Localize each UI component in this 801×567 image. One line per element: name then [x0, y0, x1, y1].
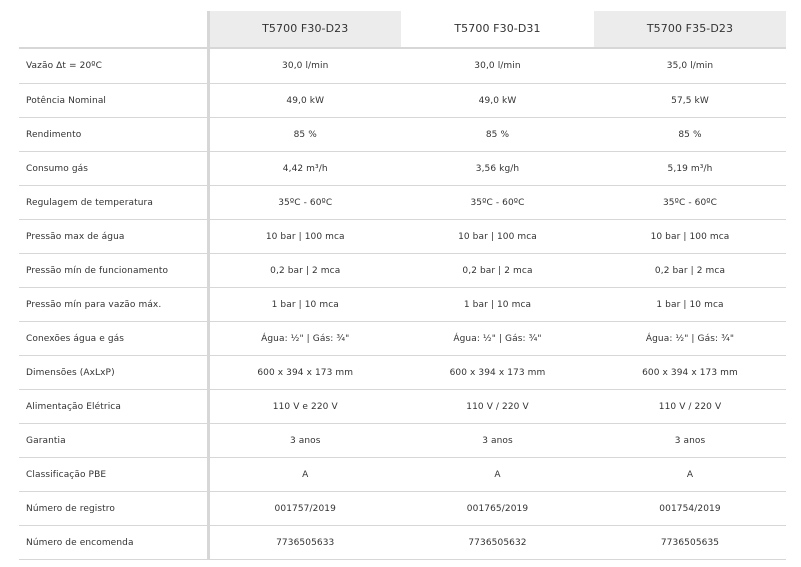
spec-value-model-1: 35ºC - 60ºC — [208, 186, 401, 220]
spec-label: Regulagem de temperatura — [19, 186, 208, 220]
spec-value-model-1: 110 V e 220 V — [208, 390, 401, 424]
spec-label: Pressão max de água — [19, 220, 208, 254]
spec-value-model-3: 600 x 394 x 173 mm — [594, 356, 786, 390]
spec-label: Alimentação Elétrica — [19, 390, 208, 424]
spec-value-model-2: 110 V / 220 V — [401, 390, 594, 424]
table-row — [19, 424, 786, 458]
spec-table-body — [19, 48, 786, 560]
spec-value-model-2: A — [401, 458, 594, 492]
table-row — [19, 492, 786, 526]
table-row — [19, 390, 786, 424]
spec-value-model-2: 10 bar | 100 mca — [401, 220, 594, 254]
spec-label: Pressão mín de funcionamento — [19, 254, 208, 288]
model-header-1: T5700 F30-D23 — [208, 11, 401, 48]
spec-value-model-2: 3 anos — [401, 424, 594, 458]
spec-value-model-2: Água: ½" | Gás: ¾" — [401, 322, 594, 356]
table-row — [19, 356, 786, 390]
table-row — [19, 322, 786, 356]
spec-label: Rendimento — [19, 118, 208, 152]
table-row — [19, 254, 786, 288]
spec-value-model-2: 7736505632 — [401, 526, 594, 560]
spec-value-model-1: A — [208, 458, 401, 492]
spec-value-model-1: 0,2 bar | 2 mca — [208, 254, 401, 288]
spec-comparison-table — [19, 11, 786, 560]
table-header-row — [19, 11, 786, 48]
table-row — [19, 288, 786, 322]
spec-value-model-3: 10 bar | 100 mca — [594, 220, 786, 254]
table-row — [19, 526, 786, 560]
spec-value-model-1: 85 % — [208, 118, 401, 152]
spec-table-container — [19, 11, 786, 560]
spec-value-model-3: 3 anos — [594, 424, 786, 458]
spec-value-model-1: Água: ½" | Gás: ¾" — [208, 322, 401, 356]
spec-label: Dimensões (AxLxP) — [19, 356, 208, 390]
spec-value-model-3: 35ºC - 60ºC — [594, 186, 786, 220]
spec-value-model-1: 001757/2019 — [208, 492, 401, 526]
table-row — [19, 186, 786, 220]
spec-value-model-2: 600 x 394 x 173 mm — [401, 356, 594, 390]
table-row — [19, 152, 786, 186]
model-header-2: T5700 F30-D31 — [401, 11, 594, 48]
spec-label: Classificação PBE — [19, 458, 208, 492]
spec-label: Número de registro — [19, 492, 208, 526]
spec-value-model-1: 3 anos — [208, 424, 401, 458]
spec-value-model-3: 0,2 bar | 2 mca — [594, 254, 786, 288]
spec-label: Garantia — [19, 424, 208, 458]
spec-value-model-2: 0,2 bar | 2 mca — [401, 254, 594, 288]
model-header-3: T5700 F35-D23 — [594, 11, 786, 48]
spec-value-model-3: 35,0 l/min — [594, 48, 786, 84]
spec-value-model-1: 1 bar | 10 mca — [208, 288, 401, 322]
table-row — [19, 118, 786, 152]
spec-value-model-2: 3,56 kg/h — [401, 152, 594, 186]
spec-value-model-3: 7736505635 — [594, 526, 786, 560]
spec-value-model-1: 600 x 394 x 173 mm — [208, 356, 401, 390]
spec-value-model-1: 30,0 l/min — [208, 48, 401, 84]
spec-label: Potência Nominal — [19, 84, 208, 118]
header-empty-cell — [19, 11, 208, 48]
spec-label: Vazão Δt = 20ºC — [19, 48, 208, 84]
spec-label: Pressão mín para vazão máx. — [19, 288, 208, 322]
spec-value-model-2: 30,0 l/min — [401, 48, 594, 84]
spec-value-model-3: 85 % — [594, 118, 786, 152]
table-row — [19, 48, 786, 84]
spec-value-model-3: 110 V / 220 V — [594, 390, 786, 424]
spec-value-model-2: 49,0 kW — [401, 84, 594, 118]
spec-value-model-1: 10 bar | 100 mca — [208, 220, 401, 254]
spec-value-model-2: 85 % — [401, 118, 594, 152]
spec-value-model-3: 5,19 m³/h — [594, 152, 786, 186]
spec-label: Conexões água e gás — [19, 322, 208, 356]
spec-value-model-2: 001765/2019 — [401, 492, 594, 526]
spec-label: Consumo gás — [19, 152, 208, 186]
spec-value-model-1: 7736505633 — [208, 526, 401, 560]
spec-value-model-3: 57,5 kW — [594, 84, 786, 118]
spec-value-model-2: 35ºC - 60ºC — [401, 186, 594, 220]
table-row — [19, 220, 786, 254]
table-row — [19, 84, 786, 118]
spec-value-model-3: A — [594, 458, 786, 492]
table-row — [19, 458, 786, 492]
spec-label: Número de encomenda — [19, 526, 208, 560]
spec-value-model-1: 4,42 m³/h — [208, 152, 401, 186]
spec-value-model-2: 1 bar | 10 mca — [401, 288, 594, 322]
spec-value-model-3: Água: ½" | Gás: ¾" — [594, 322, 786, 356]
spec-value-model-1: 49,0 kW — [208, 84, 401, 118]
spec-value-model-3: 1 bar | 10 mca — [594, 288, 786, 322]
spec-value-model-3: 001754/2019 — [594, 492, 786, 526]
